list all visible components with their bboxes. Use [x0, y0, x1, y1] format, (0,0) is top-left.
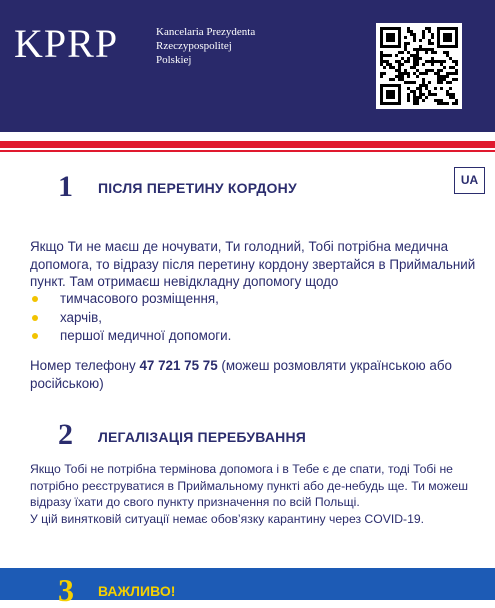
- qr-code-icon[interactable]: [376, 23, 462, 109]
- list-item: [30, 309, 470, 328]
- section-title: ВАЖЛИВО!: [98, 583, 176, 599]
- phone-number[interactable]: 47 721 75 75: [139, 358, 218, 373]
- section-text: У цій винятковій ситуації немає обов’язку карантину через COVID-19.: [30, 512, 425, 526]
- bullet-icon: [32, 315, 38, 321]
- org-name-line: Kancelaria Prezydenta: [156, 26, 256, 38]
- header-banner: [0, 0, 495, 132]
- section-title: ЛЕГАЛІЗАЦІЯ ПЕРЕБУВАННЯ: [98, 429, 307, 445]
- flag-stripe-red: [0, 141, 495, 148]
- bullet-icon: [32, 333, 38, 339]
- phone-label: Номер телефону: [30, 358, 140, 373]
- section-title: ПІСЛЯ ПЕРЕТИНУ КОРДОНУ: [98, 180, 297, 196]
- help-list: [30, 290, 470, 346]
- section-number: 1: [58, 170, 73, 203]
- list-item: [30, 327, 470, 346]
- language-badge: UA: [454, 167, 485, 194]
- list-item-text: тимчасового розміщення,: [60, 291, 219, 306]
- phone-info: [30, 357, 470, 392]
- section-number: 2: [58, 418, 73, 451]
- kprp-logo: KPRP: [14, 21, 119, 66]
- section-text: Якщо Ти не маєш де ночувати, Ти голодний, Тобі потрібна медична допомога, то відразу після перетину кордону звертайся в Приймальний пункт. Там отримаєш невідкладну допомогу щодо: [30, 239, 476, 289]
- section-text: Якщо Тобі не потрібна термінова допомога і в Тебе є де спати, тоді Тобі не потрібно реєструватися в Приймальному пункті або де-небудь ще. Ти можеш відразу їхати до свого пункту призначення по всій Польщі.: [30, 462, 469, 509]
- org-name-line: Polskiej: [156, 54, 192, 66]
- flag-band-blue: [0, 568, 495, 600]
- phone-note: (можеш розмовляти українською або російською): [30, 358, 452, 391]
- org-name: [156, 25, 255, 67]
- flag-stripe-line: [0, 150, 495, 152]
- qr-code-graphic: [380, 27, 458, 105]
- list-item-text: першої медичної допомоги.: [60, 328, 232, 343]
- bullet-icon: [32, 296, 38, 302]
- section-number: 3: [58, 572, 74, 608]
- flag-stripe-white: [0, 132, 495, 141]
- list-item-text: харчів,: [60, 309, 102, 325]
- list-item: [30, 290, 470, 309]
- org-name-line: Rzeczypospolitej: [156, 40, 232, 52]
